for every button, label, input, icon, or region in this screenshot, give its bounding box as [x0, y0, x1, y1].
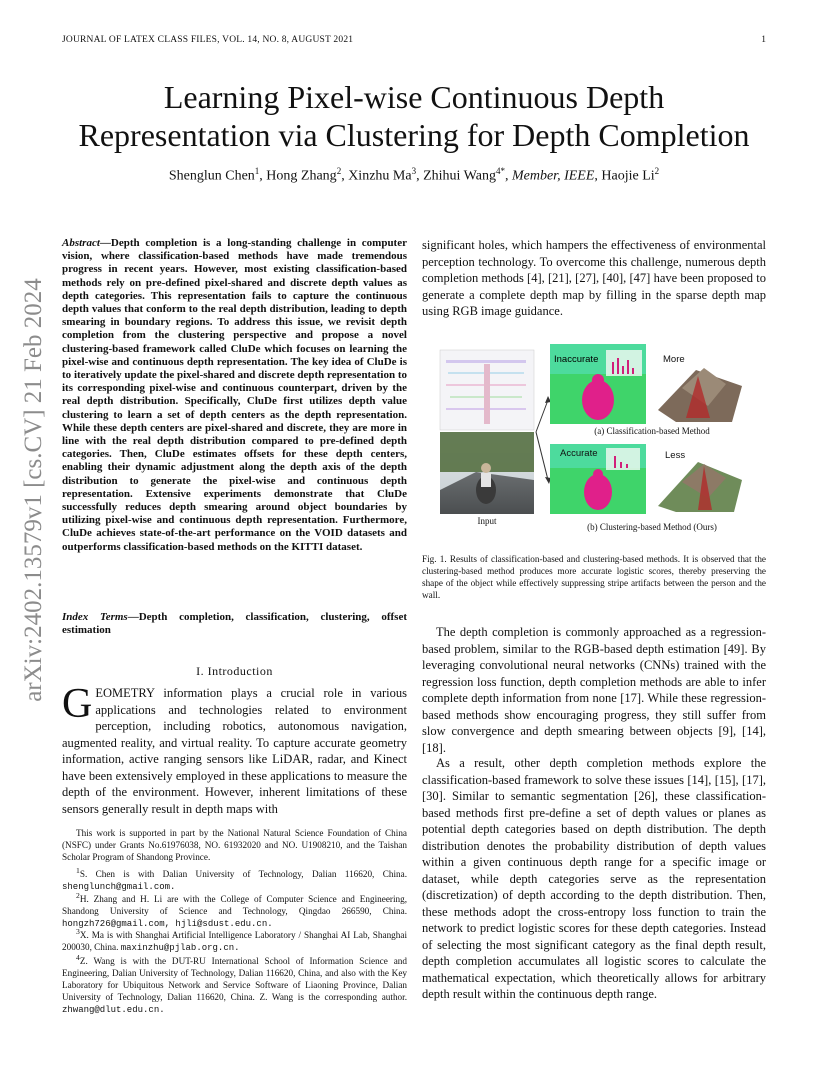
footnote-2-email: hongzh726@gmail.com, hjli@sdust.edu.cn.	[62, 919, 273, 930]
footnote-1-text: S. Chen is with Dalian University of Technology, Dalian 116620, China.	[79, 869, 407, 880]
author-name: Zhihui Wang	[423, 168, 496, 184]
author-sep: ,	[259, 168, 267, 184]
tag-less: Less	[665, 450, 686, 461]
arrow-to-a	[536, 400, 548, 432]
arrow-to-b	[536, 432, 548, 480]
input-label: Input	[477, 516, 497, 526]
intro-paragraph	[62, 681, 407, 817]
author-sep: ,	[504, 168, 512, 184]
author-sep: ,	[594, 168, 602, 184]
author-affil: 2	[654, 166, 660, 176]
footnote-2-text: H. Zhang and H. Li are with the College of Computer Science and Engineering, Shandong University of Science and Technology, Qingdao 266590, China.	[62, 894, 407, 917]
author-affil: 1	[254, 166, 260, 176]
index-terms	[62, 611, 407, 637]
footnote-funding-text: This work is supported in part by the National Natural Science Foundation of China (NSFC) under Grants No.61976038, NO. 61932020 and NO. U1908210, and the Taishan Scholar Program of Shandong Province.	[62, 828, 407, 862]
subcaption-b: (b) Clustering-based Method (Ours)	[587, 522, 717, 532]
arxiv-stamp	[16, 210, 52, 770]
footnote-4: $^4$Z. Wang is with the DUT-RU International School of Information Science and Engineering, Dalian University of Technology, Dalian 116620, China, and also with the Key Laboratory for Ubiquitous Network and Service Software of Liaoning Province, Dalian University of Technology, Dalian 116620, China. Z. Wang is the corresponding author. zhwang@dlut.edu.cn.	[62, 953, 407, 1016]
page-number: 1	[761, 35, 766, 45]
abstract-lead: Abstract	[62, 237, 100, 249]
figure-1-graphic	[436, 340, 756, 540]
arxiv-stamp-text: arXiv:2402.13579v1 [cs.CV] 21 Feb 2024	[20, 278, 47, 702]
drop-cap: G	[62, 681, 93, 727]
author-affil: 4*	[495, 166, 505, 176]
footnote-funding	[62, 827, 407, 863]
figure-1	[436, 340, 756, 540]
abstract-text: —Depth completion is a long-standing challenge in computer vision, where classification-based methods have made tremendous progress in recent years. However, most existing classification-based methods rely on pre-defined pixel-shared and discrete depth values as depth categories. This representation fails to capture the continuous depth values that conform to the real depth distribution, leading to depth smearing in boundary regions. To address this issue, we revisit depth completion from the clustering perspective and propose a novel clustering-based framework called CluDe which focuses on learning the pixel-wise and continuous depth representation. The key idea of CluDe is to iteratively update the pixel-shared and discrete depth representation to its corresponding pixel-wise and continuous counterpart, driven by the real depth distribution. Specifically, CluDe first utilizes depth value clustering to learn a set of depth centers as the depth representation. While these depth centers are pixel-shared and discrete, they are more in line with the real depth distribution compared to pre-defined depth categories. Then, CluDe estimates offsets for these depth centers, enabling their dynamic adjustment along the depth axis of the depth distribution to generate the pixel-wise and continuous depth representation. Extensive experiments demonstrate that CluDe successfully reduces depth smearing around object boundaries by utilizing pixel-wise and continuous depth representation. Furthermore, CluDe achieves state-of-the-art performance on the VOID datasets and outperforms classification-based methods on the KITTI dataset.	[62, 237, 407, 553]
tag-accurate: Accurate	[560, 448, 598, 459]
author-name: Xinzhu Ma	[348, 168, 412, 184]
right-paragraph-1: The depth completion is commonly approached as a regression-based problem, similar to the RGB-based depth estimation [49]. By leveraging convolutional neural networks (CNNs) trained with the regression loss function, depth completion methods are able to infer complete depth information from none [17]. While these regression-based methods show encouraging progress, they still suffer from slow convergence and depth smearing between objects [9], [14], [18].	[422, 625, 766, 755]
author-sep: ,	[341, 168, 349, 184]
tag-more: More	[663, 354, 685, 365]
figure-1-caption: Fig. 1. Results of classification-based and clustering-based methods. It is observed that the clustering-based method produces more accurate logistic scores, thereby preserving the shape of the object while effectively suppressing stripe artifacts between the person and the wall.	[422, 554, 766, 600]
author-name: Haojie Li	[601, 168, 655, 184]
author-name: Shenglun Chen	[168, 168, 255, 184]
author-sep: ,	[416, 168, 424, 184]
title-line-1: Learning Pixel-wise Continuous Depth	[163, 79, 665, 115]
footnote-4-text: Z. Wang is with the DUT-RU International School of Information Science and Engineering, Dalian University of Technology, Dalian 116620, China, and also with the Key Laboratory for Ubiquitous Network and Service Software of Liaoning Province, Dalian University of Technology, Dalian 116620, China. Z. Wang is the corresponding author.	[62, 956, 407, 1003]
section-heading: I. Introduction	[196, 664, 273, 678]
running-header: JOURNAL OF LATEX CLASS FILES, VOL. 14, NO. 8, AUGUST 2021	[62, 35, 354, 45]
right-column-intro: significant holes, which hampers the effectiveness of environmental perception technology. To overcome this challenge, numerous depth completion methods [4], [21], [27], [40], [47] have been proposed to generate a complete depth map by filling in the sparse depth map using RGB image guidance.	[422, 238, 766, 318]
tag-inaccurate: Inaccurate	[554, 354, 599, 365]
author-membership: Member, IEEE	[511, 168, 595, 184]
right-paragraph-2: As a result, other depth completion methods explore the classification-based framework to solve these issues [14], [15], [17], [30]. Similar to semantic segmentation [26], these classification-based methods first pre-define a set of depth values or planes as potential depth categories based on depth distribution. The depth distribution denotes the probability distribution of depth values within a given continuous depth range for a specific image or dataset, while depth categories serve as the representation (discretization) of depth according to the depth distribution. Then, these methods adopt the cross-entropy loss function to train the network to predict logistic scores for these depth categories. Instead of selecting the most significant category as the final depth result, depth completion accumulates all logistic scores to calculate the mathematical expectation, which theoretically allows for arbitrary depth result within the continuous depth range.	[422, 756, 766, 1001]
subcaption-a: (a) Classification-based Method	[594, 426, 710, 436]
intro-text: EOMETRY information plays a crucial role in various applications and technologies related to environment perception, including robotics, autonomous navigation, augmented reality, and virtual reality. To capture accurate geometry information, active ranging sensors like LiDAR, radar, and Kinect have been extensively employed in these applications to measure the depth of the environment. However, inherent limitations of these sensors generally result in depth maps with	[62, 686, 407, 816]
title-line-2: Representation via Clustering for Depth Completion	[78, 117, 750, 153]
footnote-1: $^1$S. Chen is with Dalian University of Technology, Dalian 116620, China. shenglunch@gmail.com.	[62, 866, 407, 893]
author-affil: 2	[336, 166, 342, 176]
footnote-1-email: shenglunch@gmail.com.	[62, 882, 176, 893]
footnote-3-text: X. Ma is with Shanghai Artificial Intelligence Laboratory / Shanghai AI Lab, Shanghai 200030, China.	[62, 930, 407, 953]
abstract	[62, 237, 407, 554]
index-terms-lead: Index Terms	[62, 611, 128, 623]
author-list	[62, 166, 766, 185]
footnote-4-email: zhwang@dlut.edu.cn.	[62, 1005, 165, 1016]
author-affil: 3	[411, 166, 417, 176]
paper-title	[62, 78, 766, 154]
index-terms-text: —Depth completion, classification, clustering, offset estimation	[62, 611, 408, 637]
author-name: Hong Zhang	[266, 168, 337, 184]
footnote-3: $^3$X. Ma is with Shanghai Artificial Intelligence Laboratory / Shanghai AI Lab, Shanghai 200030, China. maxinzhu@pjlab.org.cn.	[62, 927, 407, 954]
footnote-3-email: maxinzhu@pjlab.org.cn.	[120, 943, 240, 954]
footnote-2: $^2$H. Zhang and H. Li are with the College of Computer Science and Engineering, Shandong University of Science and Technology, Qingdao 266590, China. hongzh726@gmail.com, hjli@sdust.edu.cn.	[62, 891, 407, 930]
